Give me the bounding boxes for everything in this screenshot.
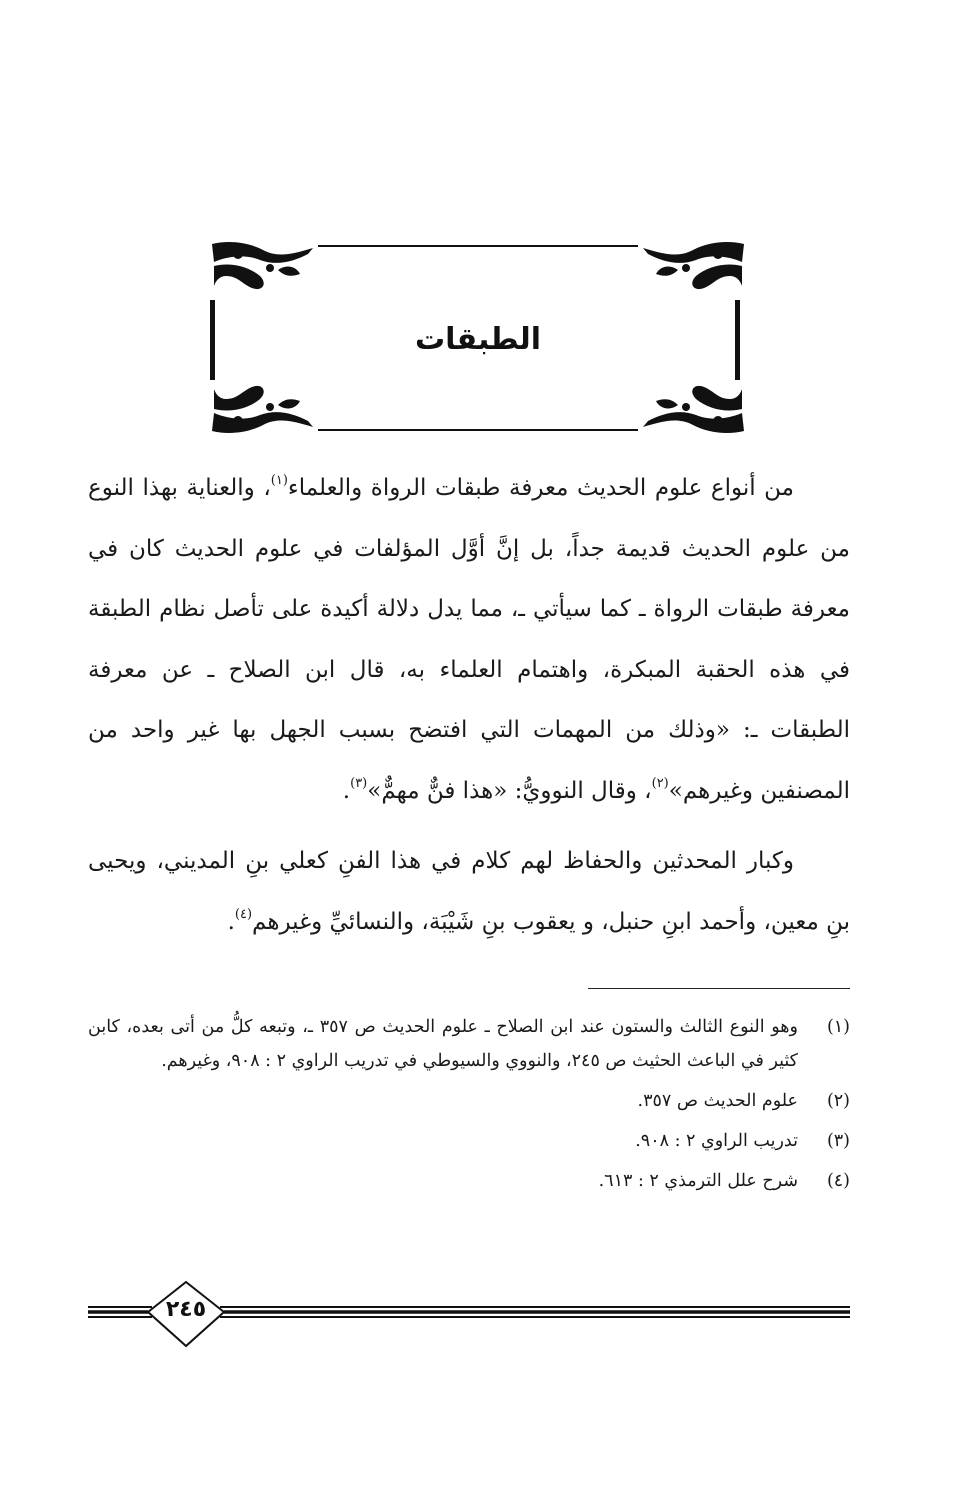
paragraph-2-text-a: وكبار المحدثين والحفاظ لهم كلام في هذا الفنِ كعلي بنِ المديني، ويحيى بنِ معين، وأحمد ابنِ حنبل، و يعقوب بنِ شَيْبَة، والنسائيِّ وغيرهم — [88, 848, 850, 935]
paragraph-1 — [88, 458, 850, 821]
paragraph-2-text-b: . — [227, 908, 235, 935]
footnote-3 — [88, 1124, 850, 1158]
paragraph-1-text-c: ، وقال النوويُّ: «هذا فنٌّ مهمٌّ» — [367, 777, 652, 804]
corner-ornament-bottom-right — [643, 386, 744, 433]
paragraph-1-text-d: . — [342, 777, 351, 804]
chapter-title-frame — [208, 240, 748, 435]
chapter-title: الطبقات — [414, 322, 542, 357]
footnote-1 — [88, 1010, 850, 1078]
body-text — [88, 458, 850, 952]
corner-ornament-top-left — [212, 242, 313, 289]
footnote-number: (١) — [826, 1017, 850, 1037]
footnotes-section — [88, 1010, 850, 1204]
footnote-4 — [88, 1164, 850, 1198]
footnote-ref-3[interactable]: (٣) — [350, 775, 368, 791]
paragraph-2 — [88, 831, 850, 952]
paragraph-1-text-a: من أنواع علوم الحديث معرفة طبقات الرواة والعلماء — [287, 475, 794, 501]
footnote-text: وهو النوع الثالث والستون عند ابن الصلاح ـ علوم الحديث ص ٣٥٧ ـ، وتبعه كلُّ من أتى بعده، كابن كثير في الباعث الحثيث ص ٢٤٥، والنووي والسيوطي في تدريب الراوي ٢ : ٩٠٨، وغيرهم. — [88, 1017, 798, 1071]
footnote-text: تدريب الراوي ٢ : ٩٠٨. — [635, 1131, 798, 1151]
corner-ornament-top-right — [643, 242, 744, 289]
paragraph-1-text-b: ، والعناية بهذا النوع من علوم الحديث قديمة جداً، بل إنَّ أوَّل المؤلفات في علوم الحديث كان في معرفة طبقات الرواة ـ كما سيأتي ـ، مما يدل دلالة أكيدة على تأصل نظام الطبقة في هذه الحقبة المبكرة، واهتمام العلماء به، قال ابن الصلاح ـ عن معرفة الطبقات ـ: «وذلك من المهمات التي افتضح بسبب الجهل بها غير واحد من المصنفين وغيرهم» — [88, 475, 850, 804]
footnote-ref-2[interactable]: (٢) — [651, 775, 669, 791]
footnote-2 — [88, 1084, 850, 1118]
footnote-text: علوم الحديث ص ٣٥٧. — [637, 1091, 798, 1111]
footnote-number: (٢) — [826, 1091, 850, 1111]
corner-ornament-bottom-left — [212, 386, 313, 433]
footnote-separator — [588, 988, 850, 989]
footnote-number: (٣) — [826, 1131, 850, 1151]
footnote-ref-1[interactable]: (١) — [270, 473, 288, 488]
footnote-ref-4[interactable]: (٤) — [234, 906, 253, 922]
page-number: ٢٤٥ — [165, 1297, 207, 1322]
footnote-number: (٤) — [826, 1171, 850, 1191]
footnote-text: شرح علل الترمذي ٢ : ٦١٣. — [598, 1171, 798, 1191]
